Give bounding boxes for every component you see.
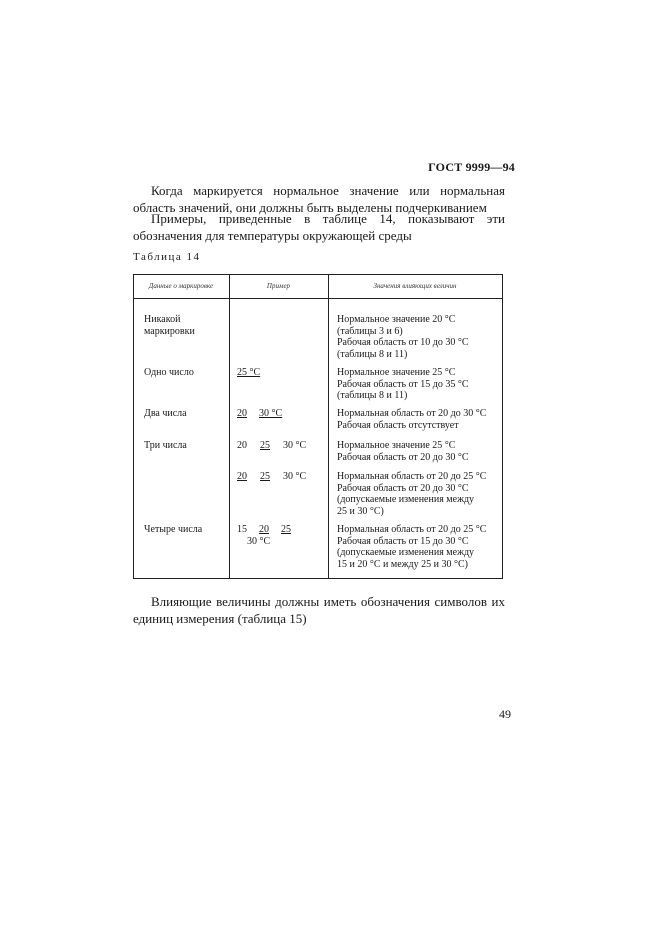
table-row-2-values: Нормальное значение 25 °С Рабочая область от 15 до 35 °С (таблицы 8 и 11) [337, 367, 469, 401]
table-caption: Таблица 14 [133, 251, 201, 263]
table-row-6-values: Нормальная область от 20 до 25 °С Рабочая область от 15 до 30 °С (допускаемые изменения между 15 и 20 °С и между 25 и 30 °С) [337, 524, 487, 570]
table-14 [133, 274, 503, 579]
paragraph-influencing-quantities-text: Влияющие величины должны иметь обозначения символов их единиц измерения (таблица 15) [133, 594, 505, 626]
table-row-6-example [237, 524, 325, 547]
table-row-1-values: Нормальное значение 20 °С (таблицы 3 и 6) Рабочая область от 10 до 30 °С (таблицы 8 и 11) [337, 314, 469, 360]
table-header-divider [133, 298, 503, 299]
paragraph-influencing-quantities [133, 594, 505, 627]
example-number: 20 [237, 440, 247, 451]
example-number: 15 [237, 524, 247, 535]
table-border-top [133, 274, 503, 275]
table-row-4-values: Нормальное значение 25 °С Рабочая область от 20 до 30 °С [337, 440, 469, 463]
example-number: 25 [260, 440, 270, 451]
example-number: 20 [237, 471, 247, 482]
table-row-3-values: Нормальная область от 20 до 30 °С Рабочая область отсутствует [337, 408, 487, 431]
page-number: 49 [499, 707, 511, 721]
example-number: 30 °С [283, 440, 307, 451]
table-row-5-values: Нормальная область от 20 до 25 °С Рабочая область от 20 до 30 °С (допускаемые изменения между 25 и 30 °С) [337, 471, 487, 517]
example-number: 25 °С [237, 367, 261, 378]
table-row-3-marking: Два числа [144, 408, 187, 419]
example-number: 30 °С [247, 535, 271, 547]
table-row-1-marking: Никакой маркировки [144, 314, 195, 337]
table-row-5-example [237, 471, 325, 483]
table-row-6-marking: Четыре числа [144, 524, 203, 535]
example-number: 25 [260, 471, 270, 482]
table-header-values: Значения влияющих величин [373, 282, 457, 290]
example-number: 30 °С [283, 471, 307, 482]
table-row-2-marking: Одно число [144, 367, 194, 378]
table-header-marking: Данные о маркировке [148, 282, 214, 290]
table-border-left [133, 274, 134, 579]
paragraph-examples [133, 211, 505, 244]
table-row-4-marking: Три числа [144, 440, 187, 451]
paragraph-marking-text: Когда маркируется нормальное значение или нормальная область значений, они должны быть выделены подчеркиванием [133, 183, 505, 215]
table-col-divider-2 [328, 274, 329, 579]
document-code: ГОСТ 9999—94 [428, 160, 515, 174]
table-col-divider-1 [229, 274, 230, 579]
example-number: 25 [281, 524, 291, 535]
table-row-3-example [237, 408, 325, 420]
paragraph-examples-text: Примеры, приведенные в таблице 14, показывают эти обозначения для температуры окружающей среды [133, 211, 505, 243]
example-number: 30 °С [259, 408, 283, 419]
table-border-bottom [133, 578, 503, 579]
table-header-example: Пример [266, 282, 291, 290]
example-number: 20 [237, 408, 247, 419]
example-number: 20 [259, 524, 269, 535]
table-row-4-example [237, 440, 325, 452]
table-row-2-example [237, 367, 325, 379]
